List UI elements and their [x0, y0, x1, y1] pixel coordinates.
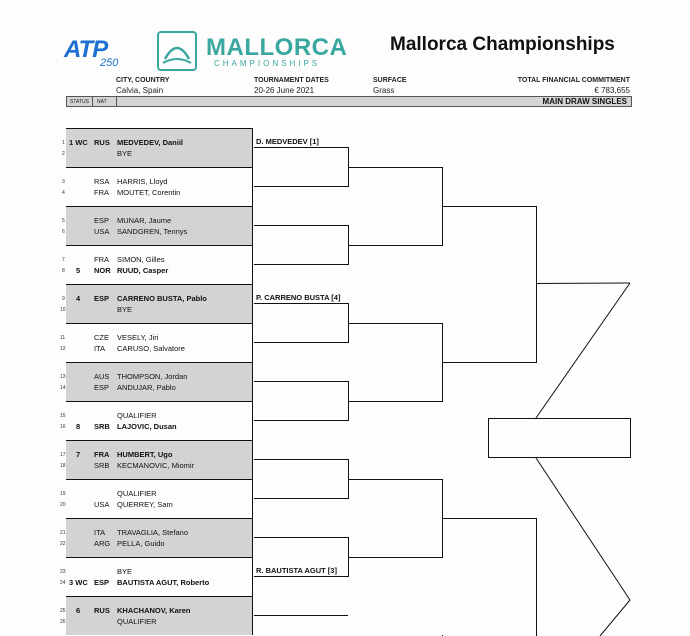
match-box-edge: [252, 206, 253, 245]
semifinal-join-line: [536, 518, 537, 636]
status-column-header: STATUS: [70, 99, 89, 105]
player-draw-number: 14: [60, 385, 66, 391]
player-name: CARUSO, Salvatore: [117, 344, 185, 353]
round1-result-line: [254, 147, 348, 148]
match-box-edge: [252, 167, 253, 206]
tournament-title: Mallorca Championships: [390, 34, 615, 55]
player-name: QUERREY, Sam: [117, 500, 173, 509]
match-divider: [66, 284, 253, 285]
player-name: LAJOVIC, Dusan: [117, 422, 177, 431]
match-box-edge: [252, 401, 253, 440]
match-divider: [66, 245, 253, 246]
player-draw-number: 22: [60, 541, 66, 547]
match-box-edge: [252, 557, 253, 596]
final-diagonal-lower-line: [536, 283, 630, 418]
header-divider: [116, 97, 117, 106]
round1-result-line: [254, 264, 348, 265]
match-divider: [66, 440, 253, 441]
final-diagonal-lower-line: [600, 600, 630, 636]
player-name: HUMBERT, Ugo: [117, 450, 173, 459]
round1-result-line: [254, 615, 348, 616]
draw-type-label: MAIN DRAW SINGLES: [542, 97, 627, 106]
player-name: SANDGREN, Tennys: [117, 227, 188, 236]
round3-result-line: [442, 518, 536, 519]
atp-level: 250: [100, 57, 119, 69]
player-nationality: FRA: [94, 188, 109, 197]
match-divider: [66, 557, 253, 558]
match-box-edge: [252, 323, 253, 362]
surface-label: SURFACE: [373, 77, 407, 84]
match-shade: [66, 284, 252, 323]
player-draw-number: 23: [60, 569, 66, 575]
player-status: 1 WC: [69, 138, 88, 147]
player-nationality: RUS: [94, 138, 110, 147]
player-draw-number: 4: [62, 190, 65, 196]
brand-logo-sub: CHAMPIONSHIPS: [214, 59, 321, 68]
dates-value: 20-26 June 2021: [254, 86, 315, 95]
match-box-edge: [252, 362, 253, 401]
surface-value: Grass: [373, 86, 395, 95]
player-status: 3 WC: [69, 578, 88, 587]
player-draw-number: 26: [60, 619, 66, 625]
match-box-edge: [252, 596, 253, 635]
match-divider: [66, 128, 253, 129]
player-draw-number: 11: [60, 335, 66, 341]
match-shade: [66, 206, 252, 245]
match-divider: [66, 401, 253, 402]
player-name: BYE: [117, 567, 133, 576]
player-draw-number: 5: [62, 218, 65, 224]
player-draw-number: 19: [60, 491, 66, 497]
player-status: 8: [76, 422, 81, 431]
round1-result-line: [254, 381, 348, 382]
player-name: KHACHANOV, Karen: [117, 606, 191, 615]
player-nationality: ITA: [94, 528, 106, 537]
player-draw-number: 6: [62, 229, 65, 235]
player-nationality: ITA: [94, 344, 106, 353]
player-name: BYE: [117, 305, 133, 314]
city-value: Calvia, Spain: [116, 86, 164, 95]
player-nationality: RUS: [94, 606, 110, 615]
match-divider: [66, 518, 253, 519]
player-draw-number: 12: [60, 346, 66, 352]
player-nationality: ESP: [94, 294, 110, 303]
player-status: 5: [76, 266, 81, 275]
player-draw-number: 13: [60, 374, 66, 380]
round2-entrant: D. MEDVEDEV [1]: [256, 137, 319, 146]
semifinal-join-line: [536, 206, 537, 363]
player-name: CARRENO BUSTA, Pablo: [117, 294, 207, 303]
round3-result-line: [442, 362, 536, 363]
round1-result-line: [254, 420, 348, 421]
draw-header-bar: [66, 96, 632, 107]
winner-box: [488, 418, 631, 458]
player-nationality: FRA: [94, 450, 110, 459]
player-draw-number: 21: [60, 530, 66, 536]
match-shade: [66, 128, 252, 167]
round1-result-line: [254, 498, 348, 499]
round1-result-line: [254, 342, 348, 343]
city-label: CITY, COUNTRY: [116, 77, 170, 84]
round1-result-line: [254, 576, 348, 577]
player-draw-number: 17: [60, 452, 66, 458]
player-name: HARRIS, Lloyd: [117, 177, 168, 186]
round2-result-line: [348, 167, 442, 168]
player-name: RUUD, Casper: [117, 266, 169, 275]
atp-logo: ATP: [64, 36, 108, 63]
match-divider: [66, 362, 253, 363]
brand-logo: MALLORCA: [206, 34, 348, 61]
player-nationality: USA: [94, 227, 110, 236]
player-draw-number: 7: [62, 257, 65, 263]
match-box-edge: [252, 479, 253, 518]
round2-result-line: [348, 245, 442, 246]
round1-result-line: [254, 303, 348, 304]
round1-result-line: [254, 186, 348, 187]
match-box-edge: [252, 128, 253, 167]
player-name: QUALIFIER: [117, 489, 157, 498]
round1-result-line: [254, 537, 348, 538]
final-diagonal-upper-line: [536, 458, 630, 600]
nat-column-header: NAT: [97, 99, 107, 105]
final-diagonal-upper-line: [536, 283, 630, 284]
player-name: MUNAR, Jaume: [117, 216, 172, 225]
round2-result-line: [348, 479, 442, 480]
player-draw-number: 10: [60, 307, 66, 313]
match-box-edge: [252, 245, 253, 284]
player-nationality: NOR: [94, 266, 111, 275]
player-status: 4: [76, 294, 81, 303]
player-draw-number: 3: [62, 179, 65, 185]
round2-entrant: P. CARRENO BUSTA [4]: [256, 293, 341, 302]
player-nationality: FRA: [94, 255, 109, 264]
player-name: QUALIFIER: [117, 411, 157, 420]
player-nationality: RSA: [94, 177, 110, 186]
player-nationality: ESP: [94, 216, 110, 225]
player-name: QUALIFIER: [117, 617, 157, 626]
player-status: 7: [76, 450, 81, 459]
match-box-edge: [252, 518, 253, 557]
match-shade: [66, 440, 252, 479]
player-nationality: USA: [94, 500, 110, 509]
player-draw-number: 24: [60, 580, 66, 586]
player-draw-number: 20: [60, 502, 66, 508]
player-draw-number: 9: [62, 296, 65, 302]
player-name: THOMPSON, Jordan: [117, 372, 188, 381]
round1-result-line: [254, 459, 348, 460]
player-draw-number: 8: [62, 268, 65, 274]
match-shade: [66, 596, 252, 635]
match-shade: [66, 518, 252, 557]
player-draw-number: 15: [60, 413, 66, 419]
financial-value: € 783,655: [594, 86, 630, 95]
player-name: SIMON, Gilles: [117, 255, 165, 264]
player-draw-number: 16: [60, 424, 66, 430]
player-draw-number: 2: [62, 151, 65, 157]
player-nationality: ESP: [94, 578, 110, 587]
player-status: 6: [76, 606, 81, 615]
match-divider: [66, 206, 253, 207]
round2-result-line: [348, 557, 442, 558]
player-name: PELLA, Guido: [117, 539, 165, 548]
financial-label: TOTAL FINANCIAL COMMITMENT: [517, 77, 630, 84]
match-box-edge: [252, 440, 253, 479]
player-name: MEDVEDEV, Daniil: [117, 138, 183, 147]
player-name: BYE: [117, 149, 133, 158]
player-nationality: SRB: [94, 461, 110, 470]
player-draw-number: 25: [60, 608, 66, 614]
player-draw-number: 18: [60, 463, 66, 469]
player-name: VESELY, Jiri: [117, 333, 159, 342]
match-divider: [66, 596, 253, 597]
player-draw-number: 1: [62, 140, 65, 146]
player-name: TRAVAGLIA, Stefano: [117, 528, 189, 537]
player-nationality: ARG: [94, 539, 111, 548]
round2-result-line: [348, 323, 442, 324]
round2-entrant: R. BAUTISTA AGUT [3]: [256, 566, 337, 575]
player-name: KECMANOVIC, Miomir: [117, 461, 195, 470]
player-nationality: AUS: [94, 372, 110, 381]
player-nationality: SRB: [94, 422, 110, 431]
match-box-edge: [252, 284, 253, 323]
player-name: MOUTET, Corentin: [117, 188, 181, 197]
round2-result-line: [348, 401, 442, 402]
round3-result-line: [442, 206, 536, 207]
round1-result-line: [254, 225, 348, 226]
mallorca-logo-icon: [157, 31, 197, 71]
header-divider: [92, 97, 93, 106]
dates-label: TOURNAMENT DATES: [254, 77, 329, 84]
match-divider: [66, 167, 253, 168]
player-name: ANDUJAR, Pablo: [117, 383, 176, 392]
match-divider: [66, 479, 253, 480]
player-nationality: ESP: [94, 383, 110, 392]
player-nationality: CZE: [94, 333, 109, 342]
match-divider: [66, 323, 253, 324]
player-name: BAUTISTA AGUT, Roberto: [117, 578, 210, 587]
match-shade: [66, 362, 252, 401]
